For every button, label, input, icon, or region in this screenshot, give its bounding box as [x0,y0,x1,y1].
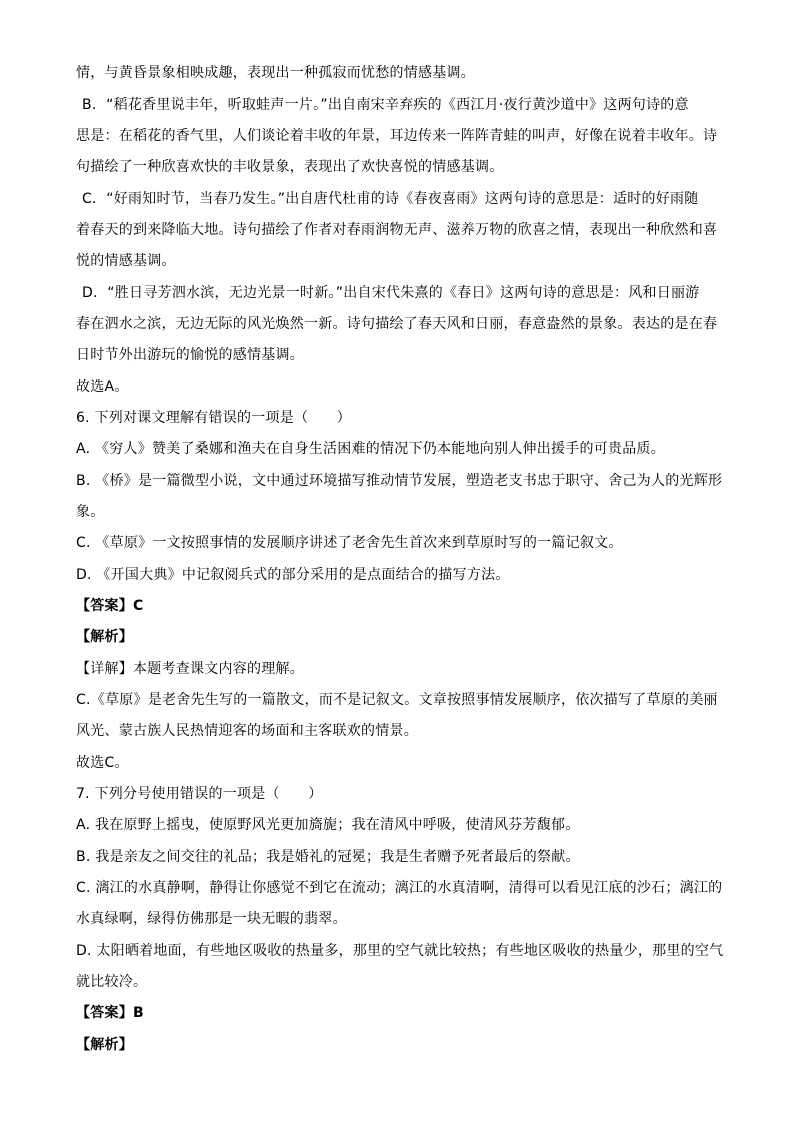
analysis-label: 【解析】 [76,629,133,645]
option-c-line: C．“好雨知时节，当春乃发生。”出自唐代杜甫的诗《春夜喜雨》这两句诗的意思是：适时的好雨随 [82,191,699,207]
text-line: 日时节外出游玩的愉悦的感情基调。 [76,347,304,363]
question-7-option-b: B. 我是亲友之间交往的礼品；我是婚礼的冠冕；我是生者赠予死者最后的祭献。 [76,849,580,865]
text-line: 句描绘了一种欣喜欢快的丰收景象，表现出了欢快喜悦的情感基调。 [76,159,504,175]
text-line: 着春天的到来降临大地。诗句描绘了作者对春雨润物无声、滋养万物的欣喜之情，表现出一种欣然和喜 [76,222,718,238]
question-6-option-d: D. 《开国大典》中记叙阅兵式的部分采用的是点面结合的描写方法。 [76,567,510,583]
conclusion-line: 故选C。 [76,755,129,771]
option-b-line: B．“稻花香里说丰年，听取蛙声一片。”出自南宋辛弃疾的《西江月·夜行黄沙道中》这两句诗的意 [82,97,689,113]
question-6-title: 6. 下列对课文理解有错误的一项是（ ） [76,410,352,426]
option-d-line: D．“胜日寻芳泗水滨，无边光景一时新。”出自宋代朱熹的《春日》这两句诗的意思是：风和日丽游 [82,285,700,301]
analysis-label: 【解析】 [76,1037,133,1053]
question-6-option-c: C. 《草原》一文按照事情的发展顺序讲述了老舍先生首次来到草原时写的一篇记叙文。 [76,535,623,551]
text-line: 悦的情感基调。 [76,253,176,269]
text-line: 春在泗水之滨，无边无际的风光焕然一新。诗句描绘了春天风和日丽，春意盎然的景象。表达的是在春 [76,316,718,332]
question-7-option-a: A. 我在原野上摇曳，使原野风光更加旖旎；我在清风中呼吸，使清风芬芳馥郁。 [76,817,580,833]
question-6-option-a: A. 《穷人》赞美了桑娜和渔夫在自身生活困难的情况下仍本能地向别人伸出援手的可贵品质。 [76,441,665,457]
text-line: 思是：在稻花的香气里，人们谈论着丰收的年景，耳边传来一阵阵青蛙的叫声，好像在说着丰收年。诗 [76,128,718,144]
question-7-title: 7. 下列分号使用错误的一项是（ ） [76,786,323,802]
conclusion-line: 故选A。 [76,379,129,395]
detail-line: 【详解】本题考查课文内容的理解。 [76,661,304,677]
answer-label: 【答案】B [76,1005,144,1021]
question-7-option-d-cont: 就比较冷。 [76,974,148,990]
question-6-option-b-cont: 象。 [76,504,105,520]
question-7-option-c-cont: 水真绿啊，绿得仿佛那是一块无暇的翡翠。 [76,911,347,927]
question-7-option-d: D. 太阳晒着地面，有些地区吸收的热量多，那里的空气就比较热；有些地区吸收的热量少，那里的空气 [76,943,724,959]
text-line: C.《草原》是老舍先生写的一篇散文，而不是记叙文。文章按照事情发展顺序，依次描写了草原的美丽 [76,692,718,708]
answer-label: 【答案】C [76,598,144,614]
text-line: 情，与黄昏景象相映成趣，表现出一种孤寂而忧愁的情感基调。 [76,65,475,81]
question-6-option-b: B. 《桥》是一篇微型小说，文中通过环境描写推动情节发展，塑造老支书忠于职守、舍己为人的光辉形 [76,473,723,489]
question-7-option-c: C. 漓江的水真静啊，静得让你感觉不到它在流动；漓江的水真清啊，清得可以看见江底的沙石；漓江的 [76,880,723,896]
text-line: 风光、蒙古族人民热情迎客的场面和主客联欢的情景。 [76,723,418,739]
